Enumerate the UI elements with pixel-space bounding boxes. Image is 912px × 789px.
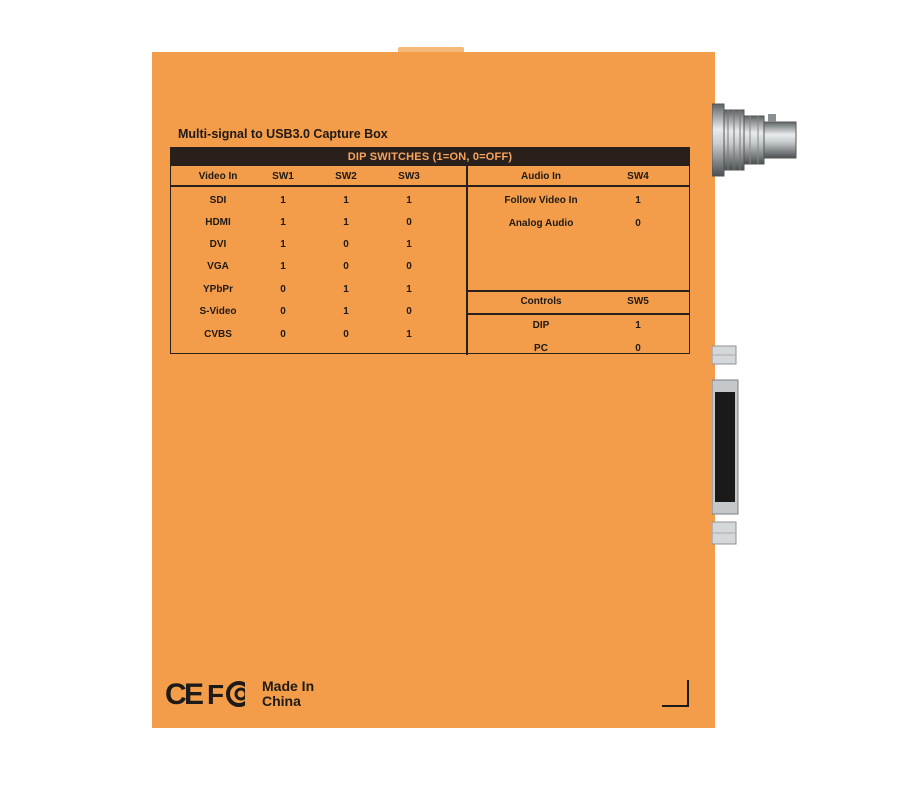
svg-text:F: F [207,679,225,710]
video-cell: VGA [207,261,229,272]
video-cell: 0 [280,306,286,317]
header-controls: Controls [520,296,562,307]
capture-box-panel [152,52,715,728]
video-cell: 0 [280,329,286,340]
video-cell: 0 [406,261,412,272]
table-divider [466,166,468,355]
audio-cell: 1 [635,195,641,206]
made-in-line1: Made In [262,678,315,694]
header-sw4: SW4 [627,171,649,182]
video-cell: YPbPr [202,284,233,295]
video-cell: 0 [343,329,349,340]
controls-header-line [468,313,689,315]
ce-fcc-certification-icon [165,676,259,712]
dip-switch-table [170,147,690,354]
video-cell: S-Video [199,306,237,317]
video-cell: 1 [406,239,412,250]
video-cell: 0 [406,306,412,317]
video-cell: 1 [343,217,349,228]
audio-cell: Analog Audio [508,218,574,229]
video-cell: 0 [343,239,349,250]
video-cell: 1 [280,217,286,228]
made-in-line2: China [262,693,301,709]
video-cell: 1 [406,329,412,340]
video-cell: CVBS [204,329,232,340]
header-sw2: SW2 [335,171,357,182]
svg-text:E: E [184,678,205,711]
video-cell: 1 [343,195,349,206]
video-cell: DVI [209,239,227,250]
corner-mark [662,680,689,707]
db-connector-icon [712,344,740,550]
audio-cell: Follow Video In [504,195,578,206]
header-sw5: SW5 [627,296,649,307]
controls-cell: 0 [635,343,641,354]
video-cell: HDMI [205,217,231,228]
video-cell: 0 [343,261,349,272]
controls-cell: 1 [635,320,641,331]
video-cell: 0 [406,217,412,228]
header-sw3: SW3 [398,171,420,182]
controls-cell: DIP [532,320,550,331]
video-cell: SDI [209,195,227,206]
video-cell: 0 [280,284,286,295]
audio-cell: 0 [635,218,641,229]
video-cell: 1 [406,284,412,295]
header-audio-in: Audio In [521,171,561,182]
video-cell: 1 [343,284,349,295]
header-video-in: Video In [198,171,238,182]
video-cell: 1 [280,261,286,272]
dip-switch-table-header: DIP SWITCHES (1=ON, 0=OFF) [171,148,689,166]
device-title: Multi-signal to USB3.0 Capture Box [178,127,388,141]
controls-top-line [468,290,689,292]
header-sw1: SW1 [272,171,294,182]
controls-cell: PC [534,343,548,354]
video-header-line [171,185,466,187]
video-cell: 1 [406,195,412,206]
video-cell: 1 [343,306,349,317]
video-cell: 1 [280,239,286,250]
made-in-china-label [262,679,314,709]
audio-header-line [468,185,689,187]
svg-text:C: C [165,678,187,711]
video-cell: 1 [280,195,286,206]
bnc-connector-icon [712,96,802,186]
